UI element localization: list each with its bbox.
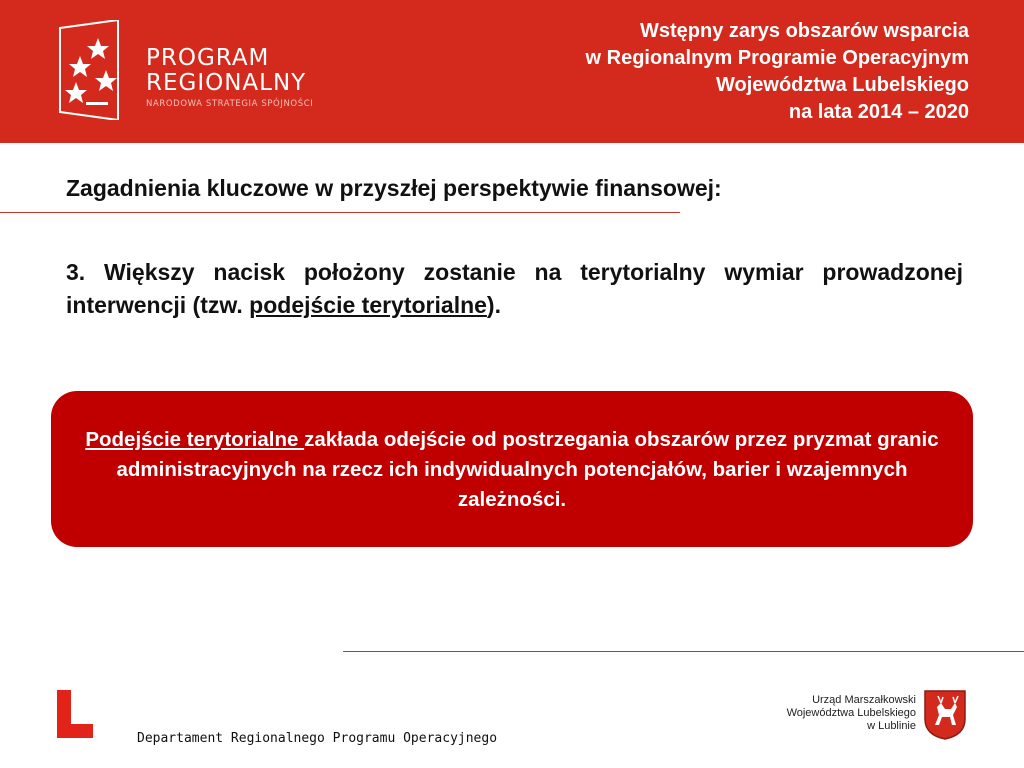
header-title	[449, 18, 969, 126]
stars-flag-icon	[58, 20, 138, 120]
key-point-underlined-term: podejście terytorialne	[249, 292, 487, 318]
key-point-text: 3. Większy nacisk położony zostanie na terytorialny wymiar prowadzonej interwencji (tzw.	[66, 259, 963, 318]
section-heading: Zagadnienia kluczowe w przyszłej perspektywie finansowej:	[66, 175, 722, 201]
department-name: Departament Regionalnego Programu Operacyjnego	[137, 731, 498, 746]
lubelskie-l-logo-icon	[57, 690, 95, 740]
logo-text-regionalny: REGIONALNY	[146, 70, 307, 96]
key-point-3	[66, 256, 963, 322]
divider-top	[0, 212, 680, 213]
key-point-text-end: ).	[486, 292, 501, 318]
callout-body: zakłada odejście od postrzegania obszarów przez pryzmat granic administracyjnych na rzecz ich indywidualnych potencjałów, barier i wzajemnych zależności.	[116, 428, 939, 511]
callout-text	[81, 425, 943, 515]
logo-text-program: PROGRAM	[146, 45, 270, 71]
logo-subtitle: NARODOWA STRATEGIA SPÓJNOŚCI	[146, 99, 314, 109]
header-title-line: Województwa Lubelskiego	[716, 74, 969, 96]
office-name-line: Województwa Lubelskiego	[786, 707, 916, 719]
office-name-line: Urząd Marszałkowski	[812, 694, 916, 706]
definition-callout	[51, 391, 973, 547]
header-title-line: na lata 2014 – 2020	[788, 101, 969, 123]
callout-underlined-term: Podejście terytorialne	[85, 428, 305, 451]
divider-bottom	[343, 651, 1024, 652]
office-name	[787, 694, 916, 733]
program-regionalny-logo	[58, 20, 378, 120]
office-name-line: w Lublinie	[867, 720, 916, 732]
header-title-line: Wstępny zarys obszarów wsparcia	[639, 20, 969, 42]
header-title-line: w Regionalnym Programie Operacyjnym	[585, 47, 969, 69]
header-banner	[0, 0, 1024, 143]
lublin-coat-of-arms-icon	[923, 689, 967, 741]
